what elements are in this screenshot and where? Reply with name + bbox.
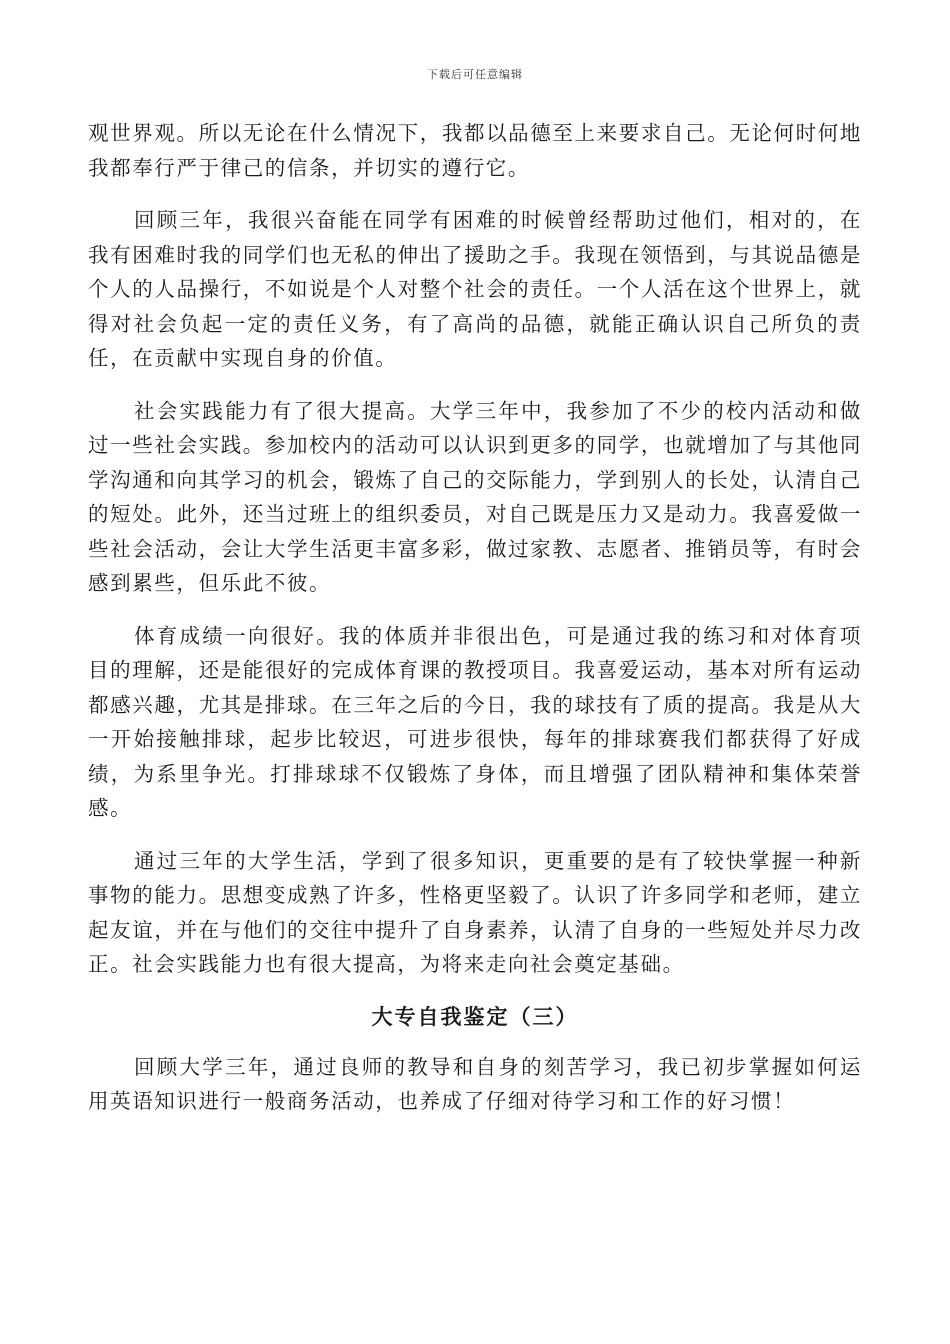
section-heading: 大专自我鉴定（三） [371, 1003, 579, 1029]
page-header: 下载后可任意编辑 [427, 68, 523, 81]
paragraph-sports: 体育成绩一向很好。我的体质并非很出色，可是通过我的练习和对体育项目的理解，还是能很好的完成体育课的教授项目。我喜爱运动，基本对所有运动都感兴趣，尤其是排球。在三年之后的今日，我的球技有了质的提高。我是从大一开始接触排球，起步比较迟，可进步很快，每年的排球赛我们都获得了好成绩，为系里争光。打排球球不仅锻炼了身体，而且增强了团队精神和集体荣誉感。 [88, 623, 862, 820]
paragraph-final: 回顾大学三年，通过良师的教导和自身的刻苦学习，我已初步掌握如何运用英语知识进行一般商务活动，也养成了仔细对待学习和工作的好习惯！ [88, 1054, 862, 1113]
paragraph-social-practice: 社会实践能力有了很大提高。大学三年中，我参加了不少的校内活动和做过一些社会实践。参加校内的活动可以认识到更多的同学，也就增加了与其他同学沟通和向其学习的机会，锻炼了自己的交际能力，学到别人的长处，认清自己的短处。此外，还当过班上的组织委员，对自己既是压力又是动力。我喜爱做一些社会活动，会让大学生活更丰富多彩，做过家教、志愿者、推销员等，有时会感到累些，但乐此不彼。 [88, 398, 862, 595]
paragraph-review: 回顾三年，我很兴奋能在同学有困难的时候曾经帮助过他们，相对的，在我有困难时我的同学们也无私的伸出了援助之手。我现在领悟到，与其说品德是个人的人品操行，不如说是个人对整个社会的责任。一个人活在这个世界上，就得对社会负起一定的责任义务，有了高尚的品德，就能正确认识自己所负的责任，在贡献中实现自身的价值。 [88, 208, 862, 370]
paragraph-summary: 通过三年的大学生活，学到了很多知识，更重要的是有了较快掌握一种新事物的能力。思想变成熟了许多，性格更坚毅了。认识了许多同学和老师，建立起友谊，并在与他们的交往中提升了自身素养，认清了自身的一些短处并尽力改正。社会实践能力也有很大提高，为将来走向社会奠定基础。 [88, 848, 862, 976]
paragraph-continuation: 观世界观。所以无论在什么情况下，我都以品德至上来要求自己。无论何时何地我都奉行严于律己的信条，并切实的遵行它。 [88, 121, 862, 180]
document-body [88, 116, 862, 1137]
